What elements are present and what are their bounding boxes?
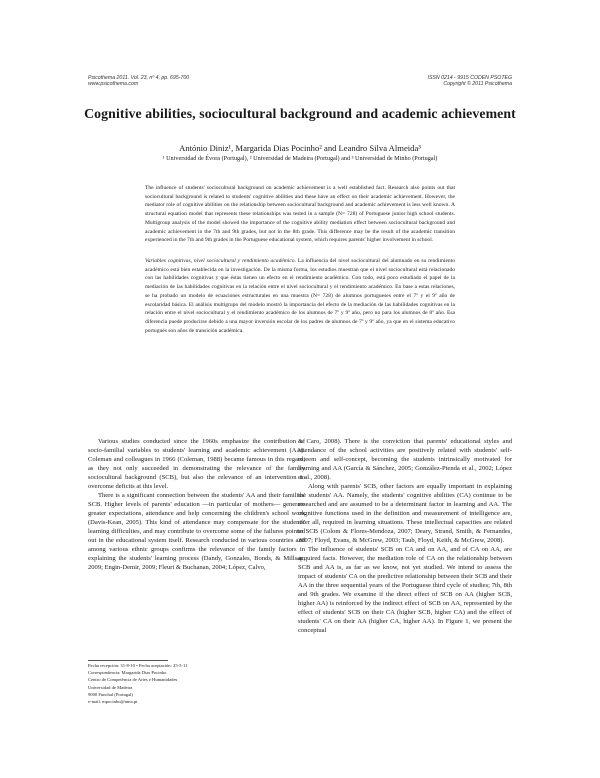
correspondence-university: Universidad de Madeira <box>88 684 133 690</box>
left-column <box>88 437 305 572</box>
body-paragraph: Along with parents' SCB, other factors are equally important in explaining the students' AA. Namely, the students' cognitive abilities (CA) continue to be researched and are assumed to be a determinant factor in learning and AA. The cognitive functions used in the definition and measurement of intelligence are, after all, required in learning situations. These intellectual capacities are related to SCB (Colom & Flores-Mendoza, 2007; Deary, Strand, Smith, & Fernandes, 2007; Floyd, Evans, & McGrew, 2003; Taub, Floyd, Keith, & McGrew, 2008). <box>298 483 512 544</box>
correspondence-center: Centro de Competência de Artes e Humanidades <box>88 677 178 683</box>
received-accepted-dates: Fecha recepción: 31-8-10 • Fecha aceptación: 25-5-11 <box>88 663 188 668</box>
footnote-divider <box>88 660 168 661</box>
correspondence-author: Correspondencia: Margarida Dias Pocinho <box>88 670 167 676</box>
journal-citation: Psicothema 2011. Vol. 23, nº 4, pp. 695-700 <box>88 75 190 81</box>
body-paragraph: & Caro, 2008). There is the conviction that parents' educational styles and attendance of the school activities are positively related with students' self-esteem and self-concept, becoming the students intrinsically motivated for learning and AA (García & Sánchez, 2005; González-Pienda et al., 2002; López et al., 2008). <box>298 438 512 481</box>
author-affiliations: ¹ Universidad de Évora (Portugal), ² Universidad de Madeira (Portugal) and ³ Universidad de Minho (Portugal) <box>162 155 438 162</box>
body-paragraph: The influence of students' SCB on CA and on AA, and of CA on AA, are acquired facts. However, the mediation role of CA on the relationship between SCB and AA is, as far as we know, not yet studied. We intend to assess the impact of students' CA on the predictive relationship between their SCB and their AA in the three sequential years of the Portuguese third cycle of studies; 7th, 8th and 9th grades. We examine if the direct effect of SCB on AA (higher SCB, higher AA) is reinforced by the indirect effect of SCB on AA, represented by the effect of students' SCB on their CA (higher SCB, higher CA) and the effect of students' CA on their AA (higher CA, higher AA). In Figure 1, we present the conceptual <box>298 546 512 634</box>
copyright-line: Copyright © 2011 Psicothema <box>443 81 512 88</box>
right-column <box>298 437 512 635</box>
body-paragraph: There is a significant connection between the students' AA and their families' SCB. Higher levels of parents' education —in particular of mothers— generate greater expectations, attendance and help concerning the children's school work (Davis-Kean, 2005). This kind of attendance may compensate for the students' learning difficulties, and may contribute to overcome some of the failures pointed out in the educational system itself. Research conducted in various countries and among various ethnic groups confirms the relevance of the family factors in explaining the students' learning process (Dandy, Gonzales, Bonds, & Millsap, 2009; Engin-Demir, 2009; Fleuri & Buchanan, 2004; López, Calvo, <box>88 492 305 571</box>
author-list: António Diniz¹, Margarida Dias Pocinho² and Leandro Silva Almeida³ <box>179 143 421 153</box>
abstract-english: The influence of students' sociocultural background on academic achievement is a well established fact. Research also points out that sociocultural background is related to students' cognitive abilities and these have an effect on their academic achievement. However, the mediator role of cognitive abilities on the relationship between sociocultural background and academic achievement is less well known. A structural equation model that represents these relationships was tested in a sample (N= 728) of Portuguese junior high school students. Multigroup analysis of the model showed the importance of the cognitive ability mediation effect between sociocultural background and academic achievement in the 7th and 9th grades, but not in the 8th grade. This difference may be the result of the academic transition experienced in the 7th and 9th grades in the Portuguese educational system, which requires parents' higher involvement in school. <box>145 185 455 244</box>
footnotes <box>88 662 187 705</box>
journal-website[interactable]: www.psicothema.com <box>88 81 139 88</box>
body-paragraph: Various studies conducted since the 1960s emphasize the contribution of socio-familial variables to students' learning and academic achievement (AA). Coleman and colleagues in 1966 (Coleman, 1988) became famous in this regard, as they not only succeeded in demonstrating the relevance of the family sociocultural background (SCB), but also the relevance of an intervention to overcome deficits at this level. <box>88 438 305 490</box>
abstract-spanish <box>145 257 455 335</box>
correspondence-address: 9000 Funchal (Portugal) <box>88 691 133 697</box>
correspondence-email[interactable]: e-mail: mpocinho@uma.pt <box>88 699 138 705</box>
issn-line: ISSN 0214 - 9915 CODEN PSOTEG <box>427 75 512 81</box>
spanish-abstract-body: La influencia del nivel sociocultural del alumnado en su rendimiento académico está bien establecida en la investigación. De la misma forma, los estudios muestran que el nivel sociocultural está relacionado con las habilidades cognitivas y que éstas tienen un efecto en el rendimiento académico. Con todo, está poco estudiado el papel de la mediación de las habilidades cognitivas en la relación entre el nivel sociocultural y el rendimiento académico. En base a estas relaciones, se ha probado un modelo de ecuaciones estructurales en una muestra (N= 728) de alumnos portugueses entre el 7º y el 9º año de escolaridad básica. El análisis multigrupo del modelo mostró la importancia del efecto de la mediación de las habilidades cognitivas en la relación entre el nivel sociocultural y el rendimiento académico de los alumnos de 7º y 9º año, pero no para los alumnos de 8º año. Esa diferencia puede producirse debido a una mayor inversión escolar de los padres de alumnos de 7º y 9º año, ya que en el sistema educativo portugués son años de transición académica. <box>145 258 455 334</box>
issn-header <box>428 75 512 88</box>
article-title: Cognitive abilities, sociocultural background and academic achievement <box>84 106 516 121</box>
journal-header <box>88 75 189 88</box>
spanish-title-keywords: Variables cognitivas, nivel sociocultural y rendimiento académico. <box>145 258 296 264</box>
